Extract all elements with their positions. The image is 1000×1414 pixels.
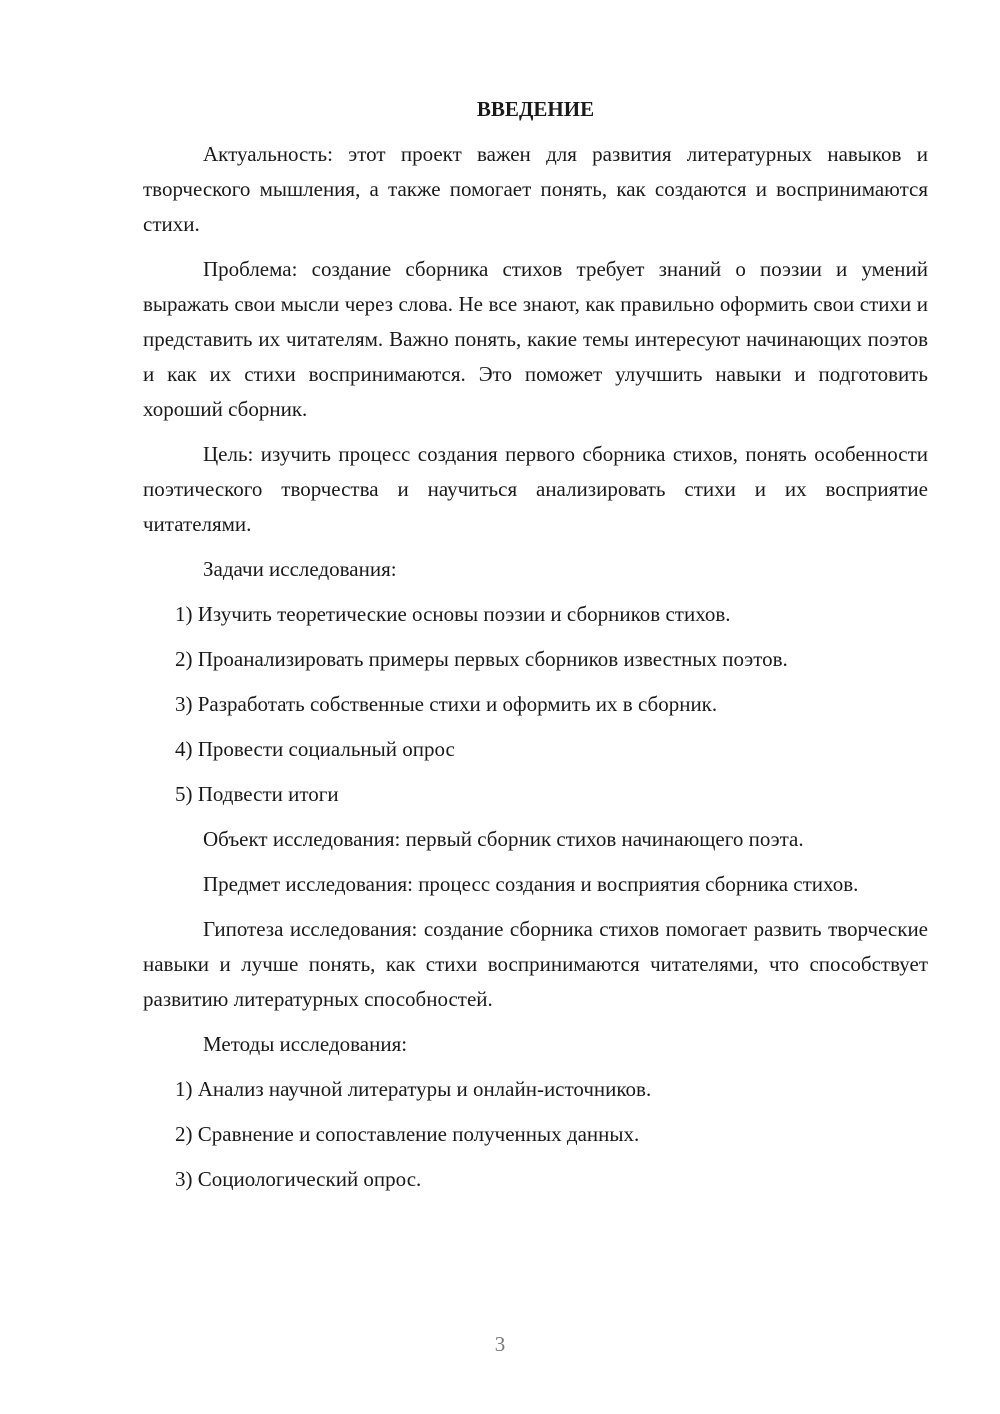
page-number: 3 bbox=[494, 1332, 506, 1356]
task-item: 4) Провести социальный опрос bbox=[175, 737, 455, 761]
method-item: 3) Социологический опрос. bbox=[175, 1167, 422, 1191]
task-item: 5) Подвести итоги bbox=[175, 782, 339, 806]
methods-heading: Методы исследования: bbox=[203, 1032, 408, 1056]
goal-paragraph: Цель: изучить процесс создания первого сборника стихов, понять особенности поэтического творчества и научиться анализировать стихи и их восприятие читателями. bbox=[143, 442, 928, 536]
task-item: 3) Разработать собственные стихи и оформить их в сборник. bbox=[175, 692, 718, 716]
method-item: 1) Анализ научной литературы и онлайн-источников. bbox=[175, 1077, 652, 1101]
task-item: 1) Изучить теоретические основы поэзии и сборников стихов. bbox=[175, 602, 731, 626]
problem-paragraph: Проблема: создание сборника стихов требует знаний о поэзии и умений выражать свои мысли через слова. Не все знают, как правильно оформить свои стихи и представить их читателям. Важно понять, какие темы интересуют начинающих поэтов и как их стихи воспринимаются. Это поможет улучшить навыки и подготовить хороший сборник. bbox=[143, 257, 928, 421]
task-item: 2) Проанализировать примеры первых сборников известных поэтов. bbox=[175, 647, 788, 671]
method-item: 2) Сравнение и сопоставление полученных данных. bbox=[175, 1122, 640, 1146]
tasks-heading: Задачи исследования: bbox=[203, 557, 397, 581]
document-page bbox=[143, 92, 928, 1207]
relevance-paragraph: Актуальность: этот проект важен для развития литературных навыков и творческого мышления, а также помогает понять, как создаются и воспринимаются стихи. bbox=[143, 142, 928, 236]
section-title: ВВЕДЕНИЕ bbox=[476, 97, 595, 121]
hypothesis-paragraph: Гипотеза исследования: создание сборника стихов помогает развить творческие навыки и лучше понять, как стихи воспринимаются читателями, что способствует развитию литературных способностей. bbox=[143, 917, 928, 1011]
subject-paragraph: Предмет исследования: процесс создания и восприятия сборника стихов. bbox=[203, 872, 859, 896]
object-line: Объект исследования: первый сборник стихов начинающего поэта. bbox=[203, 827, 804, 851]
